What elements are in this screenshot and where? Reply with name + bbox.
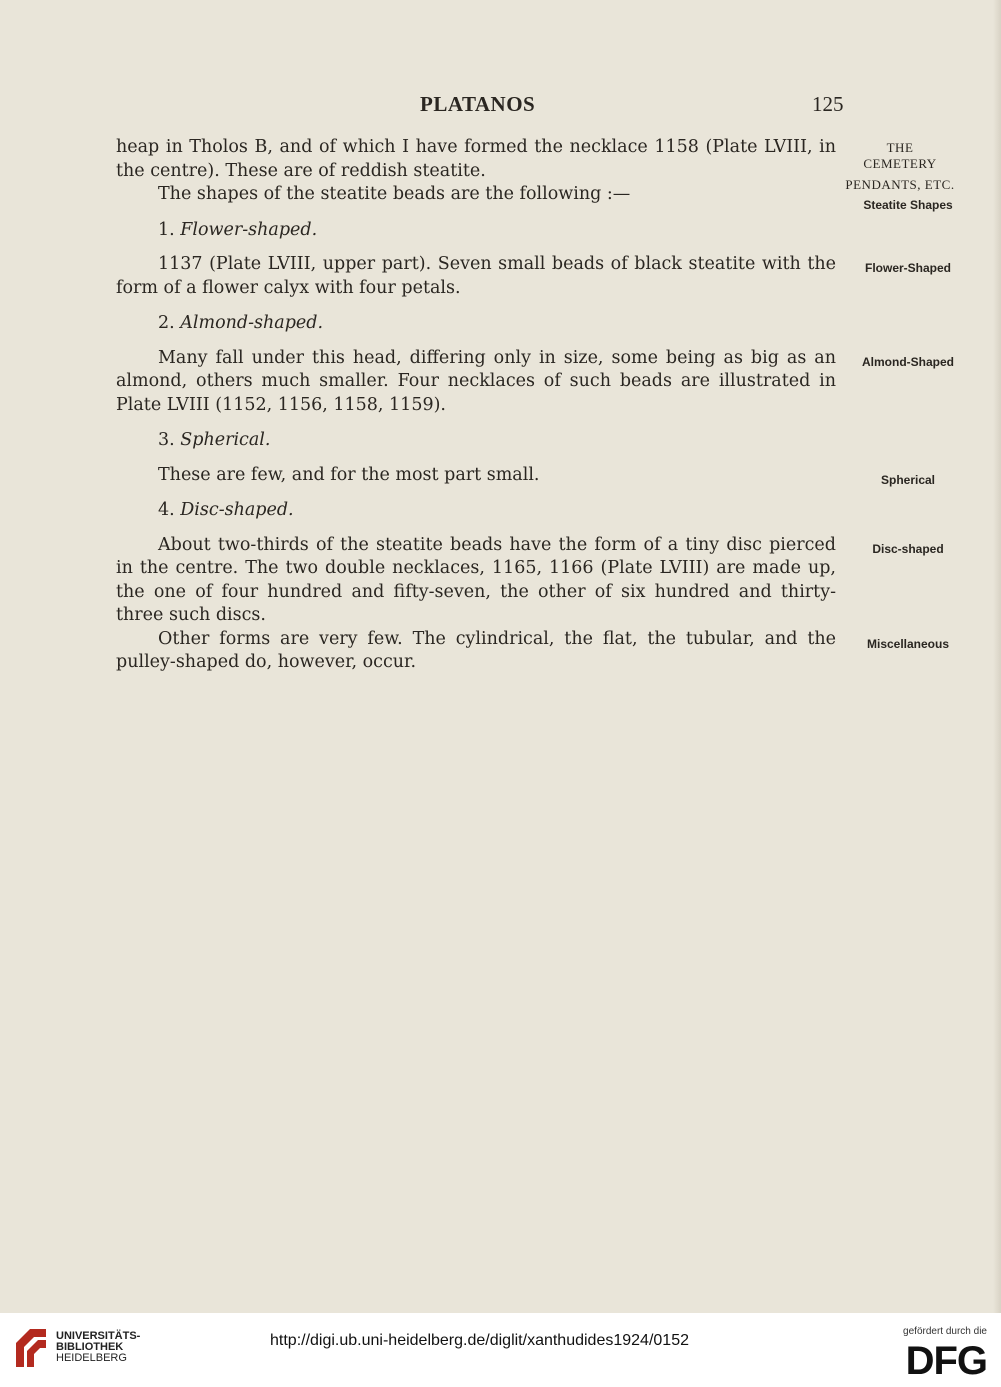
permalink-url[interactable]: http://digi.ub.uni-heidelberg.de/diglit/xanthudides1924/0152 [270, 1332, 689, 1349]
section-text: About two-thirds of the steatite beads have the form of a tiny disc pierced in the centre. The two double necklaces, 1165, 1166 (Plate LVIII) are made up, the one of four hundred and fifty-seven, the other of six hundred and thirty-three such discs. [116, 534, 836, 625]
main-text [116, 136, 836, 675]
section-text: These are few, and for the most part small. [158, 464, 540, 485]
margin-note-spherical: Spherical [880, 473, 936, 487]
margin-note-disc: Disc-shaped [872, 542, 944, 556]
margin-note-flower: Flower-Shaped [864, 261, 951, 275]
footer-bar [0, 1313, 1001, 1387]
paragraph: heap in Tholos B, and of which I have formed the necklace 1158 (Plate LVIII, in the centre). These are of reddish steatite. [116, 137, 836, 181]
margin-heading: THE [886, 140, 914, 155]
university-library-logo-icon [12, 1323, 50, 1371]
closing-paragraph: Other forms are very few. The cylindrical, the flat, the tubular, and the pulley-shaped do, however, occur. [116, 628, 836, 672]
section-heading: 1. Flower-shaped. [158, 219, 318, 240]
section-heading: 3. Spherical. [158, 430, 271, 450]
university-library-name: UNIVERSITÄTS- BIBLIOTHEK HEIDELBERG [56, 1330, 141, 1364]
section-text: Many fall under this head, differing only in size, some being as big as an almond, others much smaller. Four necklaces of such beads are illustrated in Plate LVIII (1152, 1156, 1158, 1159). [116, 347, 836, 415]
margin-note-almond: Almond-Shaped [862, 355, 954, 369]
running-title: PLATANOS [420, 92, 536, 116]
margin-heading: CEMETERY [863, 156, 937, 171]
section-heading: 4. Disc-shaped. [158, 500, 294, 520]
paragraph: The shapes of the steatite beads are the following :— [158, 184, 631, 204]
section-heading: 2. Almond-shaped. [158, 313, 324, 333]
margin-note-steatite: Steatite Shapes [863, 198, 953, 212]
funding-note: gefördert durch die [903, 1326, 987, 1337]
margin-heading: PENDANTS, ETC. [845, 177, 955, 192]
section-text: 1137 (Plate LVIII, upper part). Seven small beads of black steatite with the form of a flower calyx with four petals. [116, 254, 836, 298]
dfg-logo: DFG [905, 1339, 987, 1383]
page-edge [993, 0, 1001, 1313]
margin-note-misc: Miscellaneous [866, 637, 950, 651]
page-number: 125 [812, 92, 844, 116]
